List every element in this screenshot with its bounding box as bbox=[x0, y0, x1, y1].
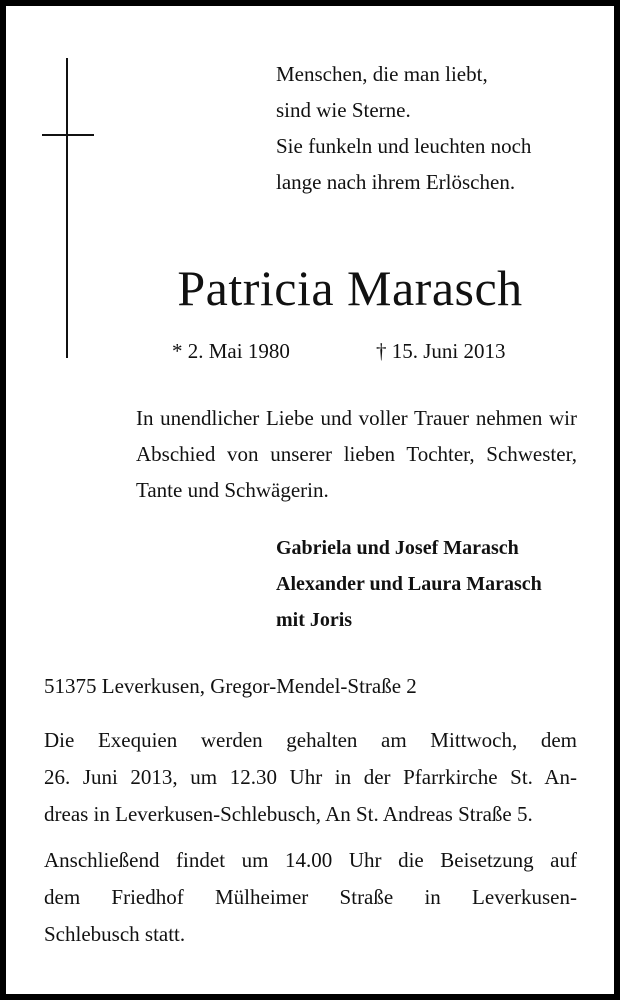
exequien-line: 26. Juni 2013, um 12.30 Uhr in der Pfarrkirche St. An- bbox=[44, 765, 577, 789]
exequien-line: Die Exequien werden gehalten am Mittwoch, dem bbox=[44, 728, 577, 752]
mourners-list bbox=[276, 530, 542, 638]
intro-text: In unendlicher Liebe und voller Trauer nehmen wir Abschied von unserer lieben Tochter, Schwester, Tante und Schwägerin. bbox=[136, 406, 577, 502]
poem-line: sind wie Sterne. bbox=[276, 98, 411, 122]
death-date: † 15. Juni 2013 bbox=[376, 339, 506, 363]
mourner-line: Gabriela und Josef Marasch bbox=[276, 537, 519, 559]
deceased-name: Patricia Marasch bbox=[177, 260, 523, 316]
cross-horizontal-bar bbox=[42, 134, 94, 136]
mourner-line: Alexander und Laura Marasch bbox=[276, 573, 542, 595]
poem-line: lange nach ihrem Erlöschen. bbox=[276, 170, 516, 194]
poem bbox=[276, 56, 531, 200]
family-address: 51375 Leverkusen, Gregor-Mendel-Straße 2 bbox=[44, 674, 417, 698]
birth-date: * 2. Mai 1980 bbox=[172, 339, 290, 363]
exequien-paragraph bbox=[44, 722, 577, 833]
mourner-line: mit Joris bbox=[276, 609, 353, 631]
burial-line: Anschließend findet um 14.00 Uhr die Beisetzung auf bbox=[44, 848, 577, 872]
poem-line: Menschen, die man liebt, bbox=[276, 62, 488, 86]
exequien-line: dreas in Leverkusen-Schlebusch, An St. Andreas Straße 5. bbox=[44, 802, 533, 826]
burial-paragraph bbox=[44, 842, 577, 953]
burial-line: Schlebusch statt. bbox=[44, 922, 186, 946]
poem-line: Sie funkeln und leuchten noch bbox=[276, 134, 532, 158]
burial-line: dem Friedhof Mülheimer Straße in Leverkusen- bbox=[44, 885, 577, 909]
